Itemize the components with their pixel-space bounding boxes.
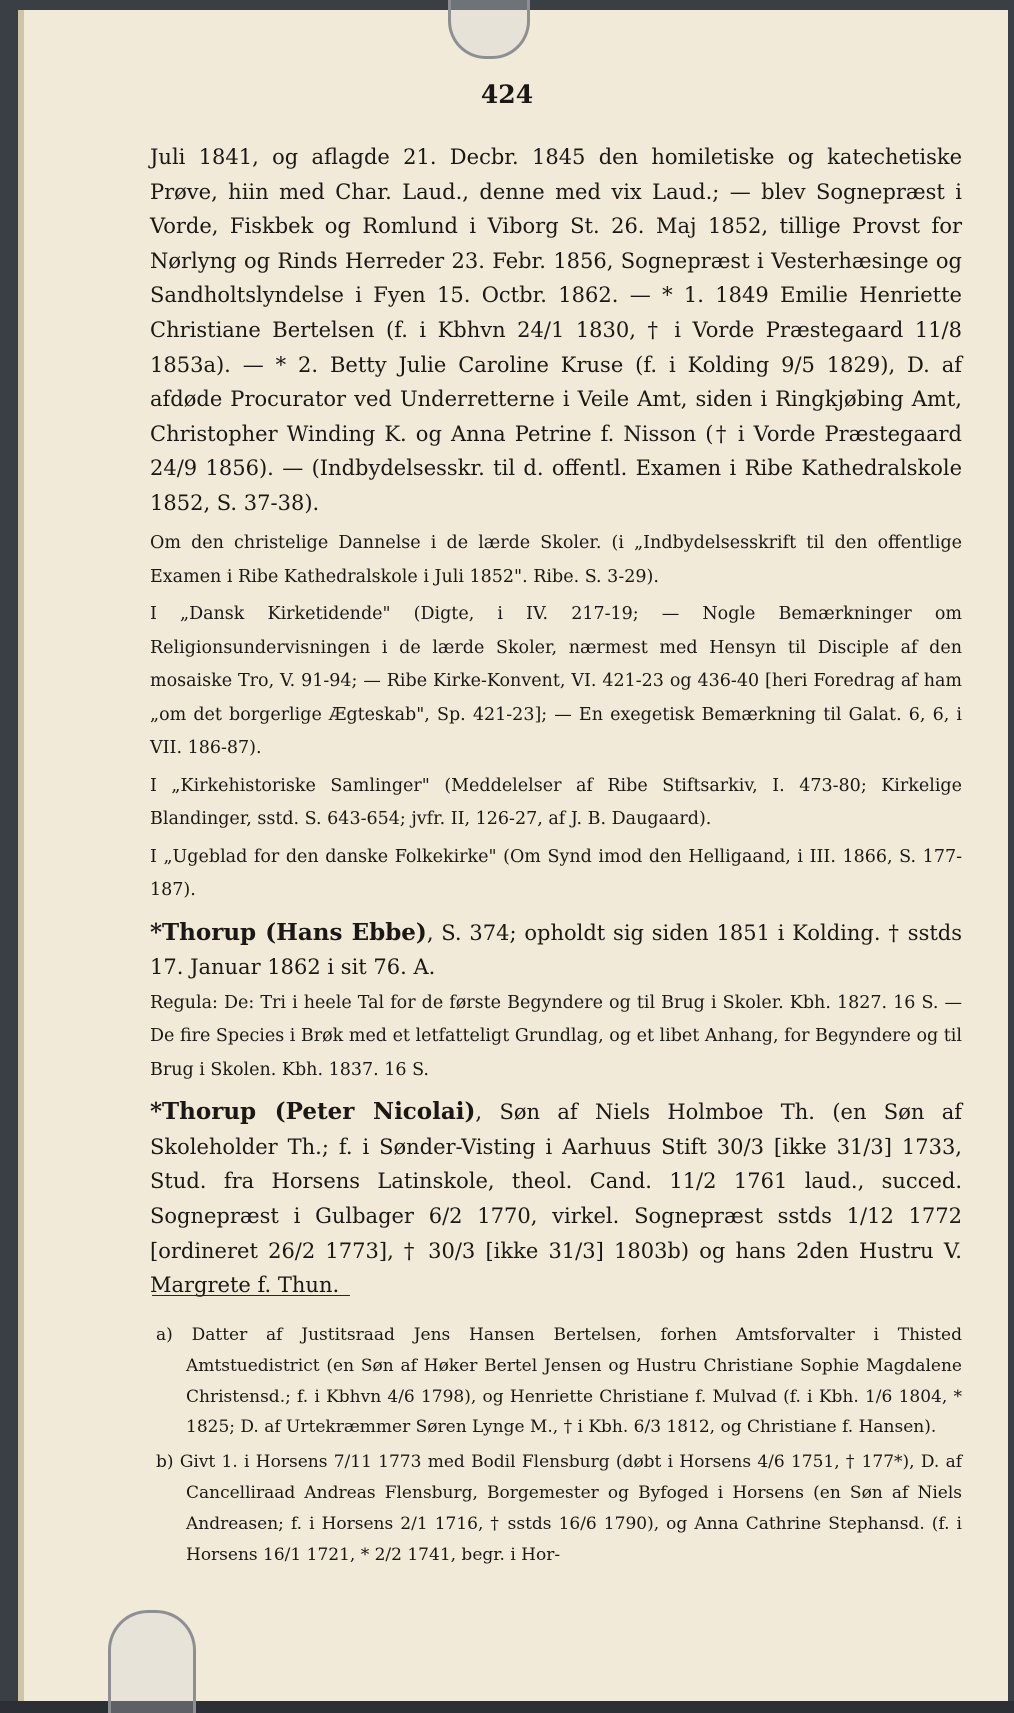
paragraph-dannelse: Om den christelige Dannelse i de lærde Skoler. (i „Indbydelsesskrift til den offentlige Examen i Ribe Kathedralskole i Juli 1852". Ribe. S. 3-29). [150,533,962,587]
footnotes [156,1320,962,1574]
entry-text: , S. 374; opholdt sig siden 1851 i Kolding. † sstds 17. Januar 1862 i sit 76. A. [150,920,963,980]
footnote-mark: a) [156,1325,173,1345]
entry-name: *Thorup (Peter Nicolai) [150,1098,476,1126]
footnote-text: Datter af Justitsraad Jens Hansen Bertelsen, forhen Amtsforvalter i Thisted Amtstuedistrict (en Søn af Høker Bertel Jensen og Hustru Christiane Sophie Magdalene Christensd.; f. i Kbhvn 4/6 1798), og Henriette Christiane f. Mulvad (f. i Kbh. 1/6 1804, * 1825; D. af Urtekræmmer Søren Lynge M., † i Kbh. 6/3 1812, og Christiane f. Hansen). [186,1325,962,1438]
footnote [156,1320,962,1443]
paper-clip-bottom [108,1610,196,1713]
page-body [150,140,962,1303]
footnote-mark: b) [156,1452,174,1473]
entry-name: *Thorup (Hans Ebbe) [150,918,427,946]
page-number: 424 [480,80,534,109]
footnote-rule [152,1295,350,1296]
footnote-text: Givt 1. i Horsens 7/11 1773 med Bodil Flensburg (døbt i Horsens 4/6 1751, † 177*), D. af Cancelliraad Andreas Flensburg, Borgemester og Byfoged i Horsens (en Søn af Niels Andreasen; f. i Horsens 2/1 1716, † sstds 16/6 1790), og Anna Cathrine Stephansd. (f. i Horsens 16/1 1721, * 2/2 1741, begr. i Hor- [179,1452,963,1565]
entry-works: Regula: De: Tri i heele Tal for de første Begyndere og til Brug i Skoler. Kbh. 1827. 16 S. — De fire Species i Brøk med et letfatteligt Grundlag, og et libet Anhang, for Begyndere og til Brug i Skolen. Kbh. 1837. 16 S. [150,992,962,1080]
entry-thorup-hans [150,916,962,985]
entry-thorup-peter [150,1095,962,1303]
paragraph-ugeblad: I „Ugeblad for den danske Folkekirke" (Om Synd imod den Helligaand, i III. 1866, S. 177-187). [150,846,962,900]
entry-text: , Søn af Niels Holmboe Th. (en Søn af Skoleholder Th.; f. i Sønder-Visting i Aarhuus Stift 30/3 [ikke 31/3] 1733, Stud. fra Horsens Latinskole, theol. Cand. 11/2 1761 laud., succed. Sognepræst i Gulbager 6/2 1770, virkel. Sognepræst sstds 1/12 1772 [ordineret 26/2 1773], † 30/3 [ikke 31/3] 1803b) og hans 2den Hustru V. Margrete f. Thun. [150,1100,962,1298]
footnote [156,1447,962,1570]
paragraph-main: Juli 1841, og aflagde 21. Decbr. 1845 den homiletiske og katechetiske Prøve, hiin med Char. Laud., denne med vix Laud.; — blev Sognepræst i Vorde, Fiskbek og Romlund i Viborg St. 26. Maj 1852, tillige Provst for Nørlyng og Rinds Herreder 23. Febr. 1856, Sognepræst i Vesterhæsinge og Sandholtslyndelse i Fyen 15. Octbr. 1862. — * 1. 1849 Emilie Henriette Christiane Bertelsen (f. i Kbhvn 24/1 1830, † i Vorde Præstegaard 11/8 1853a). — * 2. Betty Julie Caroline Kruse (f. i Kolding 9/5 1829), D. af afdøde Procurator ved Underretterne i Veile Amt, siden i Ringkjøbing Amt, Christopher Winding K. og Anna Petrine f. Nisson († i Vorde Præstegaard 24/9 1856). — (Indbydelsesskr. til d. offentl. Examen i Ribe Kathedralskole 1852, S. 37-38). [150,145,962,515]
paragraph-kirketidende: I „Dansk Kirketidende" (Digte, i IV. 217-19; — Nogle Bemærkninger om Religionsundervisningen i de lærde Skoler, nærmest med Hensyn til Disciple af den mosaiske Tro, V. 91-94; — Ribe Kirke-Konvent, VI. 421-23 og 436-40 [heri Foredrag af ham „om det borgerlige Ægteskab", Sp. 421-23]; — En exegetisk Bemærkning til Galat. 6, 6, i VII. 186-87). [150,604,962,758]
paragraph-kirkehistoriske: I „Kirkehistoriske Samlinger" (Meddelelser af Ribe Stiftsarkiv, I. 473-80; Kirkelige Blandinger, sstd. S. 643-654; jvfr. II, 126-27, af J. B. Daugaard). [150,775,962,829]
